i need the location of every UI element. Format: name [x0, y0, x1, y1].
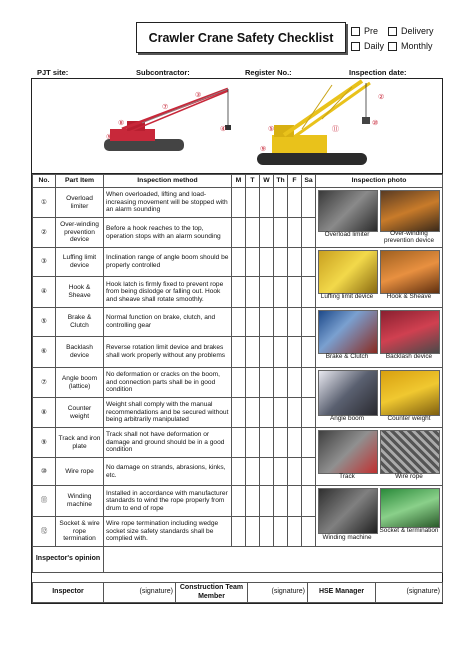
daily-label: Daily [364, 41, 385, 51]
red-marker-1: ⑨ [106, 134, 113, 141]
check-cell[interactable] [274, 248, 288, 277]
check-cell[interactable] [232, 277, 246, 308]
row-number: ⑧ [33, 398, 56, 428]
part-item: Track and iron plate [56, 428, 104, 458]
part-item: Overload limiter [56, 188, 104, 218]
check-cell[interactable] [232, 398, 246, 428]
checklist-table [32, 174, 443, 573]
check-cell[interactable] [232, 248, 246, 277]
check-cell[interactable] [288, 458, 302, 486]
part-item: Luffing limit device [56, 248, 104, 277]
part-item: Winding machine [56, 486, 104, 517]
check-cell[interactable] [288, 428, 302, 458]
overload-limiter-photo [318, 190, 378, 232]
check-cell[interactable] [274, 337, 288, 368]
photo-cell [316, 308, 443, 368]
check-cell[interactable] [260, 277, 274, 308]
check-cell[interactable] [246, 188, 260, 218]
yellow-marker-4: ② [378, 94, 385, 101]
signature-row [33, 583, 443, 603]
check-cell[interactable] [302, 428, 316, 458]
yellow-marker-1: ⑨ [260, 146, 267, 153]
check-cell[interactable] [302, 337, 316, 368]
inspection-method: Weight shall comply with the manual recommendations and be secured without being arbitrarily manipulated [104, 398, 232, 428]
backlash-photo [380, 310, 440, 354]
check-cell[interactable] [302, 486, 316, 517]
inspection-method: Hook latch is firmly fixed to prevent rope from being dislodge or falling out. Hook and sheave shall rotate smoothly. [104, 277, 232, 308]
daily-checkbox[interactable] [351, 42, 360, 51]
red-marker-3: ⑦ [162, 104, 169, 111]
inspection-method: When overloaded, lifting and load-increasing movement will be stopped with an alarm sounding [104, 188, 232, 218]
check-cell[interactable] [302, 188, 316, 218]
check-cell[interactable] [246, 218, 260, 248]
check-cell[interactable] [274, 368, 288, 398]
row-number: ⑫ [33, 517, 56, 547]
check-cell[interactable] [260, 458, 274, 486]
hse-manager-label: HSE Manager [308, 583, 376, 603]
angle-boom-photo [318, 370, 378, 416]
period-daily[interactable] [351, 41, 384, 51]
check-cell[interactable] [232, 218, 246, 248]
check-cell[interactable] [232, 458, 246, 486]
check-cell[interactable] [288, 308, 302, 337]
photo-label-hook: Hook & Sheave [386, 293, 432, 300]
row-number: ④ [33, 277, 56, 308]
check-cell[interactable] [260, 308, 274, 337]
period-pre[interactable] [351, 26, 378, 36]
check-cell[interactable] [274, 188, 288, 218]
method-header: Inspection method [104, 175, 232, 188]
check-cell[interactable] [232, 308, 246, 337]
part-item-header: Part Item [56, 175, 104, 188]
luffing-limit-photo [318, 250, 378, 294]
check-cell[interactable] [274, 277, 288, 308]
check-cell[interactable] [232, 486, 246, 517]
page-title [136, 22, 346, 53]
inspection-method: Before a hook reaches to the top, operation stops with an alarm sounding [104, 218, 232, 248]
check-cell[interactable] [274, 428, 288, 458]
team-member-signature[interactable]: (signature) [248, 583, 308, 603]
monthly-label: Monthly [401, 41, 433, 51]
checklist-sheet [31, 78, 443, 604]
opinion-row [33, 547, 443, 573]
part-item: Brake & Clutch [56, 308, 104, 337]
photo-cell [316, 368, 443, 428]
check-cell[interactable] [260, 368, 274, 398]
row-number: ⑪ [33, 486, 56, 517]
check-cell[interactable] [274, 486, 288, 517]
check-cell[interactable] [302, 218, 316, 248]
check-cell[interactable] [246, 337, 260, 368]
pre-checkbox[interactable] [351, 27, 360, 36]
inspection-method: Installed in accordance with manufacturer standards to wind the rope properly from drum to end of rope [104, 486, 232, 517]
yellow-marker-3: ⑪ [332, 126, 339, 133]
photo-label-counter-weight: Counter weight [387, 415, 431, 422]
check-cell[interactable] [246, 368, 260, 398]
delivery-label: Delivery [401, 26, 434, 36]
photo-label-winding: Winding machine [322, 534, 372, 541]
inspection-method: Inclination range of angle boom should be properly controlled [104, 248, 232, 277]
part-item: Over-winding prevention device [56, 218, 104, 248]
photo-label-luffing: Luffing limit device [320, 293, 374, 300]
day-header-th: Th [274, 175, 288, 188]
table-row [33, 368, 443, 398]
register-field[interactable]: Register No.: [245, 68, 292, 77]
part-item: Angle boom (lattice) [56, 368, 104, 398]
check-cell[interactable] [288, 368, 302, 398]
check-cell[interactable] [288, 337, 302, 368]
opinion-field[interactable] [104, 547, 443, 573]
table-row [33, 248, 443, 277]
check-cell[interactable] [260, 337, 274, 368]
site-field[interactable]: PJT site: [37, 68, 69, 77]
row-number: ⑦ [33, 368, 56, 398]
check-cell[interactable] [246, 428, 260, 458]
row-number: ① [33, 188, 56, 218]
check-cell[interactable] [274, 308, 288, 337]
part-item: Counter weight [56, 398, 104, 428]
check-cell[interactable] [302, 458, 316, 486]
counter-weight-photo [380, 370, 440, 416]
delivery-checkbox[interactable] [388, 27, 397, 36]
photo-cell [316, 188, 443, 248]
winding-machine-photo [318, 488, 378, 534]
photo-label-brake: Brake & Clutch [325, 353, 369, 360]
check-cell[interactable] [232, 368, 246, 398]
brake-clutch-photo [318, 310, 378, 354]
day-header-sa: Sa [302, 175, 316, 188]
yellow-marker-2: ⑤ [268, 126, 275, 133]
table-row [33, 428, 443, 458]
crane-illustration [32, 79, 442, 173]
check-cell[interactable] [232, 517, 246, 547]
check-cell[interactable] [302, 277, 316, 308]
check-cell[interactable] [288, 517, 302, 547]
row-number: ③ [33, 248, 56, 277]
check-cell[interactable] [246, 486, 260, 517]
check-cell[interactable] [288, 277, 302, 308]
check-cell[interactable] [246, 517, 260, 547]
inspection-method: Reverse rotation limit device and brakes shall work properly without any problems [104, 337, 232, 368]
row-number: ⑨ [33, 428, 56, 458]
period-monthly[interactable] [388, 41, 433, 51]
table-row [33, 308, 443, 337]
check-cell[interactable] [302, 398, 316, 428]
socket-termination-photo [380, 488, 440, 528]
inspection-method: No damage on strands, abrasions, kinks, etc. [104, 458, 232, 486]
check-cell[interactable] [260, 398, 274, 428]
photo-header: Inspection photo [316, 175, 443, 188]
photo-cell [316, 486, 443, 547]
check-cell[interactable] [260, 428, 274, 458]
day-header-f: F [288, 175, 302, 188]
check-cell[interactable] [232, 188, 246, 218]
day-header-w: W [260, 175, 274, 188]
row-number: ⑥ [33, 337, 56, 368]
inspection-method: Normal function on brake, clutch, and controlling gear [104, 308, 232, 337]
no-header: No. [33, 175, 56, 188]
photo-cell [316, 428, 443, 486]
inspection-date-field[interactable]: Inspection date: [349, 68, 407, 77]
check-cell[interactable] [260, 218, 274, 248]
check-cell[interactable] [288, 398, 302, 428]
inspection-method: No deformation or cracks on the boom, and connection parts shall be in good condition [104, 368, 232, 398]
title-text: Crawler Crane Safety Checklist [148, 30, 334, 45]
hook-sheave-photo [380, 250, 440, 294]
check-cell[interactable] [260, 517, 274, 547]
check-cell[interactable] [302, 368, 316, 398]
signature-table [32, 582, 443, 603]
row-number: ⑤ [33, 308, 56, 337]
part-item: Wire rope [56, 458, 104, 486]
check-cell[interactable] [288, 218, 302, 248]
check-cell[interactable] [302, 517, 316, 547]
check-cell[interactable] [274, 218, 288, 248]
yellow-crane-image [257, 81, 370, 165]
track-photo [318, 430, 378, 474]
check-cell[interactable] [288, 248, 302, 277]
red-marker-5: ④ [220, 126, 227, 133]
photo-label-over-winding: Over-winding prevention device [383, 230, 435, 244]
period-delivery[interactable] [388, 26, 434, 36]
check-cell[interactable] [274, 398, 288, 428]
check-cell[interactable] [232, 428, 246, 458]
photo-label-socket: Socket & termination [379, 527, 439, 534]
hse-manager-signature[interactable]: (signature) [376, 583, 443, 603]
check-cell[interactable] [260, 486, 274, 517]
row-number: ⑩ [33, 458, 56, 486]
day-header-m: M [232, 175, 246, 188]
day-header-t: T [246, 175, 260, 188]
photo-label-wire-rope: Wire rope [395, 473, 423, 480]
crane-photo-area [32, 79, 442, 174]
yellow-marker-5: ⑩ [372, 120, 379, 127]
check-cell[interactable] [288, 188, 302, 218]
over-winding-photo [380, 190, 440, 232]
check-cell[interactable] [260, 248, 274, 277]
monthly-checkbox[interactable] [388, 42, 397, 51]
check-cell[interactable] [246, 248, 260, 277]
inspector-label: Inspector [33, 583, 104, 603]
inspector-signature[interactable]: (signature) [104, 583, 176, 603]
photo-label-backlash: Backlash device [385, 353, 433, 360]
photo-label-overload: Overload limiter [324, 231, 370, 238]
table-row [33, 486, 443, 517]
check-cell[interactable] [288, 486, 302, 517]
check-cell[interactable] [246, 458, 260, 486]
photo-label-track: Track [339, 473, 355, 480]
check-cell[interactable] [302, 248, 316, 277]
check-cell[interactable] [274, 517, 288, 547]
check-cell[interactable] [260, 188, 274, 218]
check-cell[interactable] [246, 277, 260, 308]
check-cell[interactable] [232, 337, 246, 368]
check-cell[interactable] [274, 458, 288, 486]
table-header-row [33, 175, 443, 188]
part-item: Backlash device [56, 337, 104, 368]
check-cell[interactable] [302, 308, 316, 337]
row-number: ② [33, 218, 56, 248]
part-item: Socket & wire rope termination [56, 517, 104, 547]
table-row [33, 188, 443, 218]
photo-cell [316, 248, 443, 308]
inspection-method: Track shall not have deformation or damage and ground should be in a good condition [104, 428, 232, 458]
wire-rope-photo [380, 430, 440, 474]
photo-label-angle-boom: Angle boom [329, 415, 365, 422]
part-item: Hook & Sheave [56, 277, 104, 308]
check-cell[interactable] [246, 308, 260, 337]
red-marker-4: ③ [195, 92, 202, 99]
team-member-label: Construction Team Member [176, 583, 248, 603]
red-marker-2: ⑧ [118, 120, 125, 127]
pre-label: Pre [364, 26, 379, 36]
inspection-method: Wire rope termination including wedge socket size safety standards shall be complied with. [104, 517, 232, 547]
check-cell[interactable] [246, 398, 260, 428]
opinion-label: Inspector's opinion [33, 547, 104, 573]
subcontractor-field[interactable]: Subcontractor: [136, 68, 190, 77]
